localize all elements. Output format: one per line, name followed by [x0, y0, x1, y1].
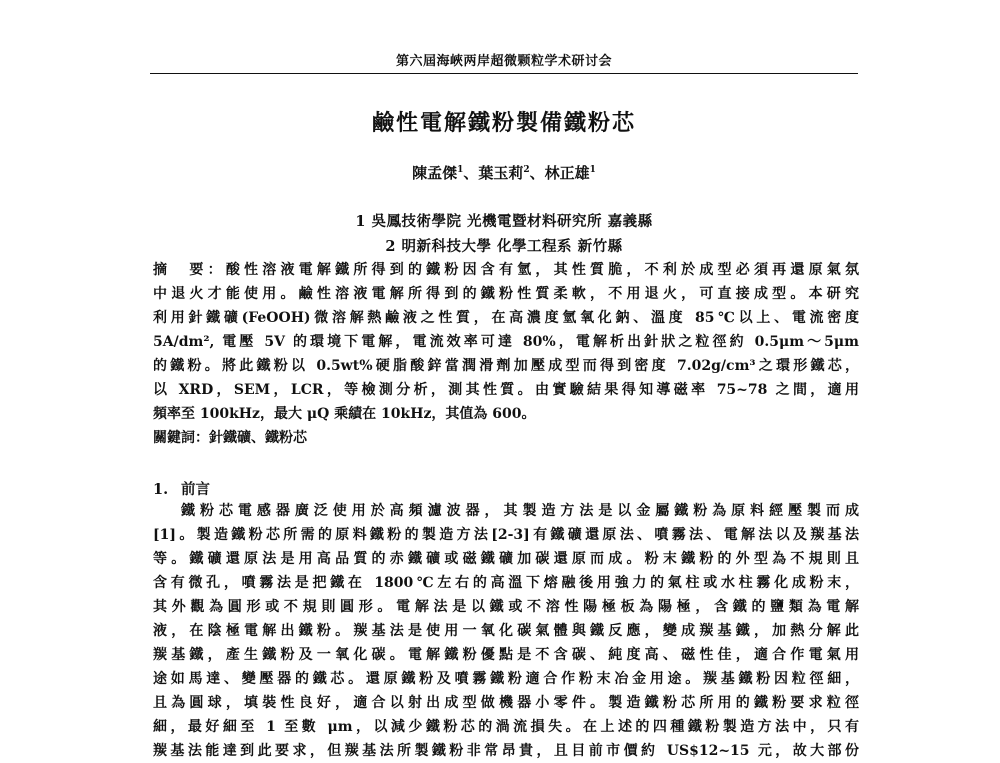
section-title: 前言 — [181, 481, 210, 498]
abstract-line: 中退火才能使用。鹼性溶液電解所得到的鐵粉性質柔軟，不用退火，可直接成型。本研究 — [153, 286, 859, 302]
body-line: 含有微孔，噴霧法是把鐵在 1800℃左右的高溫下熔融後用強力的氣柱或水柱霧化成粉末， — [153, 575, 859, 591]
author-affiliation-mark: 2 — [523, 165, 530, 175]
author-name: 林正雄 — [544, 164, 590, 182]
keywords: 關鍵詞：針鐵礦、鐵粉芯 — [153, 430, 307, 446]
affiliation-2: 2 明新科技大學 化學工程系 新竹縣 — [385, 238, 623, 255]
abstract-line: 5A/dm², 電壓 5V 的環境下電解，電流效率可達 80%，電解析出針狀之粒徑約 0.5μm～5μm — [153, 334, 859, 350]
author-affiliation-mark: 1 — [589, 165, 596, 175]
abstract-line: 頻率至 100kHz，最大 μQ 乘績在 10kHz，其值為 600。 — [153, 406, 536, 422]
author-name: 陳孟傑 — [412, 164, 458, 182]
author-separator: 、 — [463, 164, 479, 182]
author-separator: 、 — [529, 164, 545, 182]
author-name: 葉玉莉 — [478, 164, 524, 182]
abstract-line: 的鐵粉。將此鐵粉以 0.5wt%硬脂酸鋅當潤滑劑加壓成型而得到密度 7.02g/cm³之環形鐵芯， — [153, 358, 859, 374]
body-line: 等。鐵礦還原法是用高品質的赤鐵礦或磁鐵礦加碳還原而成。粉末鐵粉的外型為不規則且 — [153, 551, 859, 567]
abstract-line: 摘 要：酸性溶液電解鐵所得到的鐵粉因含有氫，其性質脆，不利於成型必須再還原氣氛 — [153, 262, 859, 278]
author-affiliation-mark: 1 — [457, 165, 464, 175]
body-line: 途如馬達、變壓器的鐵芯。還原鐵粉及噴霧鐵粉適合作粉末冶金用途。羰基鐵粉因粒徑細， — [153, 671, 859, 687]
author-list — [150, 162, 858, 183]
section-heading — [153, 478, 210, 499]
body-line: 鐵粉芯電感器廣泛使用於高頻濾波器，其製造方法是以金屬鐵粉為原料經壓製而成 — [181, 503, 859, 519]
header-rule — [150, 73, 858, 74]
body-line: 羰基鐵，產生鐵粉及一氧化碳。電解鐵粉優點是不含碳、純度高、磁性佳，適合作電氣用 — [153, 647, 859, 663]
body-line: 羰基法能達到此要求，但羰基法所製鐵粉非常昂貴，且目前市價約 US$12~15 元，故大部份 — [153, 743, 859, 759]
abstract-line: 利用針鐵礦(FeOOH)微溶解熱鹼液之性質，在高濃度氫氧化鈉、溫度 85℃以上、電流密度 — [153, 310, 859, 326]
body-line: 液，在陰極電解出鐵粉。羰基法是使用一氧化碳氣體與鐵反應，變成羰基鐵，加熱分解此 — [153, 623, 859, 639]
body-line: 其外觀為圓形或不規則圓形。電解法是以鐵或不溶性陽極板為陽極，含鐵的鹽類為電解 — [153, 599, 859, 615]
body-line: [1]。製造鐵粉芯所需的原料鐵粉的製造方法[2-3]有鐵礦還原法、噴霧法、電解法以及羰基法 — [153, 527, 859, 543]
running-header: 第六屆海峽两岸超微颗粒学术研讨会 — [395, 54, 612, 69]
body-line: 且為圓球，填裝性良好，適合以射出成型做機器小零件。製造鐵粉芯所用的鐵粉要求粒徑 — [153, 695, 859, 711]
section-number: 1. — [153, 481, 169, 498]
affiliation-1: 1 吳鳳技術學院 光機電暨材料研究所 嘉義縣 — [355, 213, 653, 230]
abstract-line: 以 XRD，SEM，LCR，等檢測分析，測其性質。由實驗結果得知導磁率 75~78 之間，適用 — [153, 382, 859, 398]
body-line: 細，最好細至 1 至數 μm，以減少鐵粉芯的渦流損失。在上述的四種鐵粉製造方法中，只有 — [153, 719, 859, 735]
paper-title: 鹼性電解鐵粉製備鐵粉芯 — [371, 110, 636, 136]
